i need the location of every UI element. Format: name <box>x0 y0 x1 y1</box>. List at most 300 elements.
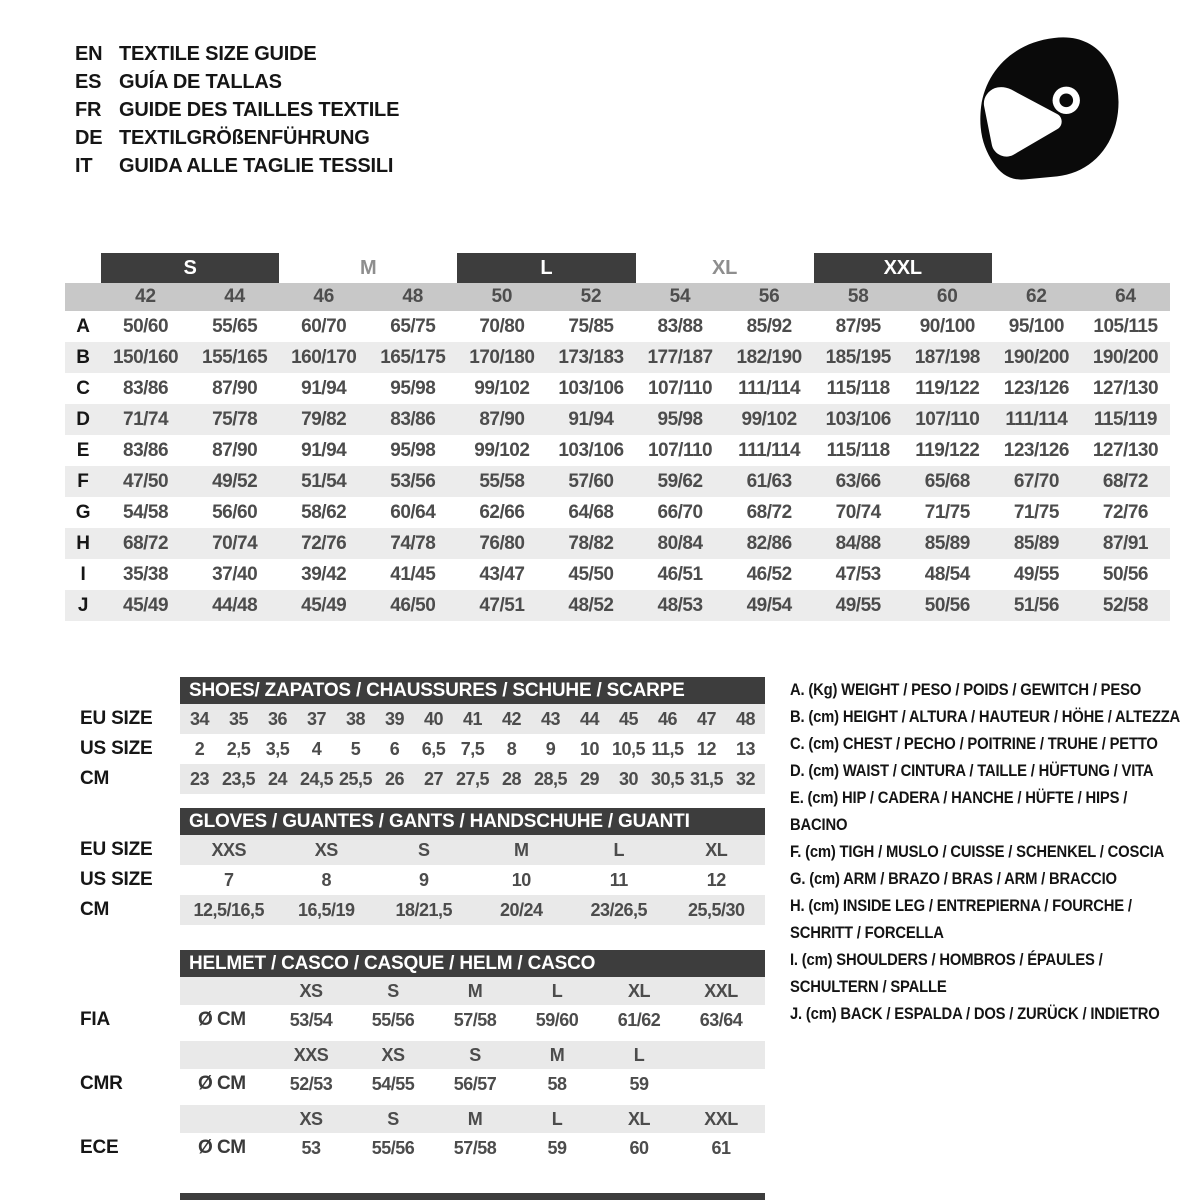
row-letter: A <box>76 315 90 337</box>
size-cell: 68/72 <box>123 532 169 554</box>
value-band <box>180 895 765 925</box>
standard-label: ECE <box>80 1137 119 1158</box>
row-letter: J <box>77 594 89 616</box>
helmet-value-cell: 55/56 <box>371 1009 415 1030</box>
helmet-value-cell: 59 <box>629 1073 649 1094</box>
value-band <box>180 1133 765 1163</box>
helmet-size-cell: XXL <box>704 1108 738 1129</box>
size-cell: 95/98 <box>390 439 436 461</box>
helmet-value-cell: 56/57 <box>453 1073 497 1094</box>
size-value-cell: 18/21,5 <box>395 899 453 920</box>
value-band <box>180 1005 765 1035</box>
size-cell: 49/54 <box>746 594 792 616</box>
size-cell: 71/74 <box>123 408 169 430</box>
helmet-value-cell: 63/64 <box>699 1009 743 1030</box>
helmet-standard-block <box>65 1105 765 1163</box>
size-cell: 49/55 <box>835 594 881 616</box>
value-band <box>180 734 765 764</box>
column-header-cell: 50 <box>491 286 513 307</box>
legend-item: A. (Kg) WEIGHT / PESO / POIDS / GEWITCH / PESO <box>790 680 1142 699</box>
size-cell: 43/47 <box>479 563 525 585</box>
size-cell: 170/180 <box>469 346 535 368</box>
size-cell: 165/175 <box>380 346 446 368</box>
size-cell: 65/68 <box>924 470 970 492</box>
language-title: GUÍA DE TALLAS <box>119 70 282 93</box>
language-title: GUIDE DES TAILLES TEXTILE <box>119 98 400 121</box>
size-cell: 35/38 <box>123 563 169 585</box>
size-cell: 85/89 <box>924 532 970 554</box>
size-cell: 37/40 <box>212 563 258 585</box>
size-cell: 49/52 <box>212 470 258 492</box>
size-cell: 115/119 <box>1093 408 1157 430</box>
legend-item: F. (cm) TIGH / MUSLO / CUISSE / SCHENKEL / COSCIA <box>790 842 1165 861</box>
row-label: US SIZE <box>80 869 153 890</box>
size-value-cell: 24,5 <box>299 768 334 789</box>
size-group-header <box>65 253 1170 283</box>
size-value-cell: 30,5 <box>650 768 685 789</box>
size-value-cell: 47 <box>696 708 717 729</box>
size-group-l: L <box>457 253 635 283</box>
helmet-size-cell: XL <box>627 1108 650 1129</box>
helmet-size-cell: M <box>549 1044 565 1065</box>
helmet-size-cell: L <box>551 1108 563 1129</box>
size-cell: 91/94 <box>301 439 347 461</box>
size-band <box>180 977 765 1005</box>
size-cell: 111/114 <box>738 377 801 399</box>
size-value-cell: 45 <box>618 708 639 729</box>
helmet-size-cell: XS <box>299 1108 323 1129</box>
column-header-cell: 44 <box>224 286 245 307</box>
size-cell: 83/86 <box>123 377 169 399</box>
size-cell: 48/53 <box>657 594 703 616</box>
size-cell: 74/78 <box>390 532 436 554</box>
column-header-cell: 52 <box>580 286 602 307</box>
size-cell: 45/49 <box>301 594 347 616</box>
size-value-cell: 26 <box>384 768 405 789</box>
size-cell: 75/85 <box>568 315 614 337</box>
column-header-cell: 60 <box>936 286 958 307</box>
language-code: EN <box>75 42 103 65</box>
language-row <box>75 96 399 124</box>
size-cell: 49/55 <box>1013 563 1059 585</box>
size-cell: 45/50 <box>568 563 614 585</box>
size-table-row <box>65 404 1170 435</box>
helmet-value-cell: 61/62 <box>617 1009 661 1030</box>
size-cell: 47/53 <box>835 563 881 585</box>
helmet-value-cell: 55/56 <box>371 1137 415 1158</box>
language-title: GUIDA ALLE TAGLIE TESSILI <box>119 154 394 177</box>
helmet-standards <box>65 977 765 1163</box>
size-cell: 123/126 <box>1003 377 1069 399</box>
size-cell: 111/114 <box>1005 408 1068 430</box>
size-cell: 107/110 <box>647 439 713 461</box>
size-value-cell: 48 <box>735 708 756 729</box>
size-cell: 84/88 <box>835 532 881 554</box>
language-title: TEXTILE SIZE GUIDE <box>119 42 317 65</box>
size-value-cell: 20/24 <box>499 899 543 920</box>
size-cell: 53/56 <box>390 470 436 492</box>
size-cell: 150/160 <box>112 346 179 368</box>
size-cell: 91/94 <box>568 408 614 430</box>
size-cell: 72/76 <box>301 532 347 554</box>
helmet-section <box>65 950 765 1169</box>
size-cell: 83/88 <box>657 315 703 337</box>
size-value-cell: 8 <box>321 869 331 890</box>
size-band <box>180 1105 765 1133</box>
racing-helmet-icon <box>972 34 1124 196</box>
size-value-cell: 11,5 <box>651 738 684 759</box>
value-band <box>180 704 765 734</box>
size-cell: 182/190 <box>736 346 802 368</box>
language-title-list <box>75 40 399 180</box>
size-cell: 48/52 <box>568 594 614 616</box>
size-band <box>180 1041 765 1069</box>
size-value-cell: M <box>514 839 529 860</box>
size-value-cell: 28,5 <box>533 768 568 789</box>
size-cell: 87/90 <box>212 377 258 399</box>
size-cell: 115/118 <box>826 377 890 399</box>
size-value-cell: XS <box>314 839 338 860</box>
size-value-cell: 27,5 <box>455 768 490 789</box>
size-cell: 50/56 <box>924 594 970 616</box>
size-cell: 185/195 <box>825 346 891 368</box>
helmet-value-cell: 53 <box>301 1137 321 1158</box>
shoes-section <box>65 677 765 794</box>
size-table-body <box>65 311 1170 621</box>
helmet-value-cell: 53/54 <box>289 1009 333 1030</box>
row-letter: F <box>77 470 89 492</box>
size-cell: 83/86 <box>390 408 436 430</box>
size-value-cell: 41 <box>462 708 483 729</box>
gloves-size-row <box>65 835 765 865</box>
size-value-cell: 36 <box>267 708 288 729</box>
legend-item: H. (cm) INSIDE LEG / ENTREPIERNA / FOURCHE / SCHRITT / FORCELLA <box>790 896 1132 942</box>
row-label: CM <box>80 768 110 789</box>
size-cell: 123/126 <box>1003 439 1069 461</box>
size-column-header <box>65 283 1170 311</box>
size-value-cell: 46 <box>657 708 678 729</box>
language-row <box>75 124 399 152</box>
helmet-standard-block <box>65 977 765 1035</box>
size-value-cell: 29 <box>579 768 600 789</box>
size-value-cell: 10,5 <box>611 738 646 759</box>
size-cell: 55/58 <box>479 470 525 492</box>
size-cell: 190/200 <box>1092 346 1159 368</box>
helmet-value-row <box>65 1133 765 1163</box>
size-cell: 51/54 <box>301 470 347 492</box>
size-cell: 82/86 <box>746 532 792 554</box>
size-value-cell: 42 <box>501 708 522 729</box>
size-cell: 119/122 <box>915 377 980 399</box>
column-header-cell: 62 <box>1026 286 1047 307</box>
column-header-cell: 58 <box>847 286 869 307</box>
size-value-cell: 2 <box>194 738 205 759</box>
size-cell: 107/110 <box>915 408 980 430</box>
size-value-cell: 23,5 <box>221 768 256 789</box>
size-cell: 54/58 <box>123 501 169 523</box>
diameter-unit: Ø CM <box>198 1137 246 1158</box>
size-cell: 85/89 <box>1013 532 1059 554</box>
size-value-cell: 44 <box>579 708 600 729</box>
helmet-size-header-row <box>65 1105 765 1133</box>
helmet-size-cell: XXL <box>704 980 738 1001</box>
size-cell: 68/72 <box>746 501 792 523</box>
legend-item: I. (cm) SHOULDERS / HOMBROS / ÉPAULES / SCHULTERN / SPALLE <box>790 950 1103 996</box>
size-table-row <box>65 590 1170 621</box>
shoes-section-header: SHOES/ ZAPATOS / CHAUSSURES / SCHUHE / SCARPE <box>180 677 765 704</box>
size-value-cell: 7 <box>223 869 234 890</box>
column-header-cell: 42 <box>135 286 156 307</box>
size-value-cell: 11 <box>609 869 628 890</box>
size-cell: 68/72 <box>1102 470 1148 492</box>
size-cell: 62/66 <box>479 501 525 523</box>
size-cell: 47/50 <box>123 470 169 492</box>
value-band <box>180 764 765 794</box>
size-cell: 57/60 <box>568 470 614 492</box>
size-value-cell: 2,5 <box>226 738 251 759</box>
language-row <box>75 68 399 96</box>
size-cell: 127/130 <box>1092 377 1159 399</box>
size-cell: 87/91 <box>1102 532 1148 554</box>
shoes-size-row <box>65 704 765 734</box>
size-cell: 95/98 <box>657 408 703 430</box>
helmet-value-row <box>65 1005 765 1035</box>
column-header-cell: 48 <box>402 286 424 307</box>
size-value-cell: 6 <box>389 738 400 759</box>
size-cell: 115/118 <box>826 439 890 461</box>
size-cell: 78/82 <box>568 532 614 554</box>
size-cell: 187/198 <box>914 346 980 368</box>
size-cell: 65/75 <box>390 315 436 337</box>
size-cell: 47/51 <box>479 594 525 616</box>
size-value-cell: 9 <box>545 738 556 759</box>
language-title: TEXTILGRÖßENFÜHRUNG <box>119 126 370 149</box>
size-value-cell: 9 <box>418 869 429 890</box>
helmet-value-cell: 52/53 <box>289 1073 333 1094</box>
helmet-size-header-row <box>65 977 765 1005</box>
size-value-cell: 13 <box>735 738 756 759</box>
size-cell: 44/48 <box>212 594 258 616</box>
gloves-section <box>65 808 765 925</box>
size-cell: 91/94 <box>301 377 347 399</box>
size-cell: 71/75 <box>924 501 970 523</box>
helmet-value-cell: 57/58 <box>453 1009 497 1030</box>
size-cell: 70/74 <box>212 532 258 554</box>
size-cell: 50/60 <box>123 315 169 337</box>
helmet-standard-block <box>65 1041 765 1099</box>
size-cell: 190/200 <box>1003 346 1069 368</box>
size-cell: 160/170 <box>291 346 357 368</box>
size-value-cell: 12,5/16,5 <box>193 899 265 920</box>
row-letter: G <box>75 501 91 523</box>
helmet-size-cell: XS <box>299 980 323 1001</box>
shoes-size-row <box>65 734 765 764</box>
size-value-cell: 34 <box>189 708 210 729</box>
size-group-s: S <box>101 253 279 283</box>
size-cell: 99/102 <box>741 408 797 430</box>
size-value-cell: 27 <box>423 768 444 789</box>
size-cell: 111/114 <box>738 439 801 461</box>
column-header-cell: 56 <box>758 286 780 307</box>
size-cell: 67/70 <box>1013 470 1059 492</box>
shoes-size-row <box>65 764 765 794</box>
value-band <box>180 865 765 895</box>
size-value-cell: 8 <box>506 738 517 759</box>
gloves-size-row <box>65 895 765 925</box>
size-cell: 46/52 <box>746 563 792 585</box>
helmet-value-cell: 59 <box>547 1137 567 1158</box>
size-cell: 60/64 <box>390 501 436 523</box>
cropped-section-bar <box>180 1193 765 1200</box>
size-table-row <box>65 342 1170 373</box>
size-cell: 59/62 <box>657 470 703 492</box>
size-value-cell: 37 <box>306 708 327 729</box>
size-cell: 76/80 <box>479 532 525 554</box>
row-letter: D <box>76 408 90 430</box>
row-label: US SIZE <box>80 738 153 759</box>
row-letter: B <box>76 346 90 368</box>
size-cell: 61/63 <box>746 470 792 492</box>
legend-item: B. (cm) HEIGHT / ALTURA / HAUTEUR / HÖHE / ALTEZZA <box>790 707 1181 726</box>
size-group-xxl: XXL <box>814 253 992 283</box>
size-cell: 155/165 <box>202 346 268 368</box>
column-header-cell: 64 <box>1115 286 1136 307</box>
size-cell: 99/102 <box>474 377 530 399</box>
size-cell: 58/62 <box>301 501 347 523</box>
size-value-cell: 25,5 <box>338 768 373 789</box>
size-value-cell: 23/26,5 <box>590 899 648 920</box>
row-letter: I <box>80 563 86 585</box>
size-cell: 52/58 <box>1102 594 1148 616</box>
size-value-cell: 16,5/19 <box>297 899 355 920</box>
size-cell: 103/106 <box>558 377 624 399</box>
size-value-cell: 5 <box>350 738 361 759</box>
size-cell: 107/110 <box>647 377 713 399</box>
helmet-value-row <box>65 1069 765 1099</box>
row-label: CM <box>80 899 110 920</box>
size-cell: 173/183 <box>558 346 624 368</box>
size-value-cell: 40 <box>423 708 444 729</box>
size-value-cell: L <box>613 839 624 860</box>
size-cell: 127/130 <box>1092 439 1159 461</box>
helmet-value-cell: 58 <box>547 1073 567 1094</box>
size-table-row <box>65 559 1170 590</box>
size-cell: 66/70 <box>657 501 703 523</box>
size-table-row <box>65 528 1170 559</box>
size-value-cell: 25,5/30 <box>687 899 745 920</box>
helmet-size-cell: L <box>551 980 563 1001</box>
standard-label: CMR <box>80 1073 123 1094</box>
size-table-row <box>65 497 1170 528</box>
column-header-cell: 54 <box>669 286 691 307</box>
helmet-size-cell: M <box>467 1108 483 1129</box>
size-cell: 80/84 <box>657 532 703 554</box>
size-cell: 64/68 <box>568 501 614 523</box>
size-cell: 72/76 <box>1102 501 1148 523</box>
legend-item: E. (cm) HIP / CADERA / HANCHE / HÜFTE / HIPS / BACINO <box>790 788 1128 834</box>
size-cell: 119/122 <box>915 439 980 461</box>
helmet-size-cell: XL <box>627 980 650 1001</box>
helmet-size-cell: S <box>387 1108 399 1129</box>
value-band <box>180 1069 765 1099</box>
language-code: FR <box>75 98 102 121</box>
legend-item: D. (cm) WAIST / CINTURA / TAILLE / HÜFTUNG / VITA <box>790 761 1154 780</box>
helmet-size-cell: L <box>633 1044 645 1065</box>
size-value-cell: 10 <box>511 869 531 890</box>
gloves-rows <box>65 835 765 925</box>
size-table-row <box>65 435 1170 466</box>
row-label: EU SIZE <box>80 708 153 729</box>
helmet-size-cell: XXS <box>293 1044 329 1065</box>
size-cell: 95/98 <box>390 377 436 399</box>
row-letter: C <box>76 377 90 399</box>
size-value-cell: 12 <box>696 738 717 759</box>
row-letter: E <box>76 439 90 461</box>
size-cell: 177/187 <box>647 346 713 368</box>
size-cell: 45/49 <box>123 594 169 616</box>
helmet-size-cell: S <box>469 1044 481 1065</box>
size-cell: 71/75 <box>1013 501 1059 523</box>
size-cell: 99/102 <box>474 439 530 461</box>
size-cell: 103/106 <box>825 408 891 430</box>
size-value-cell: 24 <box>267 768 288 789</box>
helmet-section-header: HELMET / CASCO / CASQUE / HELM / CASCO <box>180 950 765 977</box>
size-cell: 87/95 <box>835 315 881 337</box>
size-cell: 105/115 <box>1093 315 1158 337</box>
size-value-cell: 10 <box>579 738 600 759</box>
size-cell: 50/56 <box>1102 563 1148 585</box>
size-value-cell: 12 <box>706 869 726 890</box>
diameter-unit: Ø CM <box>198 1073 246 1094</box>
size-cell: 70/80 <box>479 315 525 337</box>
row-letter: H <box>76 532 90 554</box>
size-value-cell: 6,5 <box>421 738 446 759</box>
helmet-size-cell: XS <box>381 1044 405 1065</box>
helmet-value-cell: 60 <box>629 1137 649 1158</box>
helmet-size-header-row <box>65 1041 765 1069</box>
language-code: IT <box>75 154 93 177</box>
size-cell: 46/50 <box>390 594 436 616</box>
size-value-cell: XL <box>705 839 728 860</box>
size-group-m: M <box>360 257 377 279</box>
language-row <box>75 152 399 180</box>
size-value-cell: 4 <box>311 738 322 759</box>
size-cell: 103/106 <box>558 439 624 461</box>
size-group-xl: XL <box>711 257 738 279</box>
diameter-unit: Ø CM <box>198 1009 246 1030</box>
size-value-cell: 38 <box>345 708 366 729</box>
column-header-cell: 46 <box>313 286 335 307</box>
row-label: EU SIZE <box>80 839 153 860</box>
size-cell: 46/51 <box>657 563 703 585</box>
size-cell: 85/92 <box>746 315 792 337</box>
helmet-value-cell: 59/60 <box>535 1009 579 1030</box>
standard-label: FIA <box>80 1009 111 1030</box>
size-cell: 39/42 <box>301 563 347 585</box>
size-cell: 87/90 <box>212 439 258 461</box>
size-table-row <box>65 311 1170 342</box>
size-cell: 63/66 <box>835 470 881 492</box>
helmet-value-cell: 61 <box>711 1137 731 1158</box>
size-cell: 41/45 <box>390 563 436 585</box>
size-cell: 90/100 <box>919 315 975 337</box>
size-cell: 75/78 <box>212 408 258 430</box>
size-value-cell: S <box>417 839 430 860</box>
measurement-legend <box>790 676 1183 1027</box>
size-value-cell: 23 <box>189 768 210 789</box>
size-cell: 60/70 <box>301 315 347 337</box>
size-cell: 48/54 <box>924 563 970 585</box>
